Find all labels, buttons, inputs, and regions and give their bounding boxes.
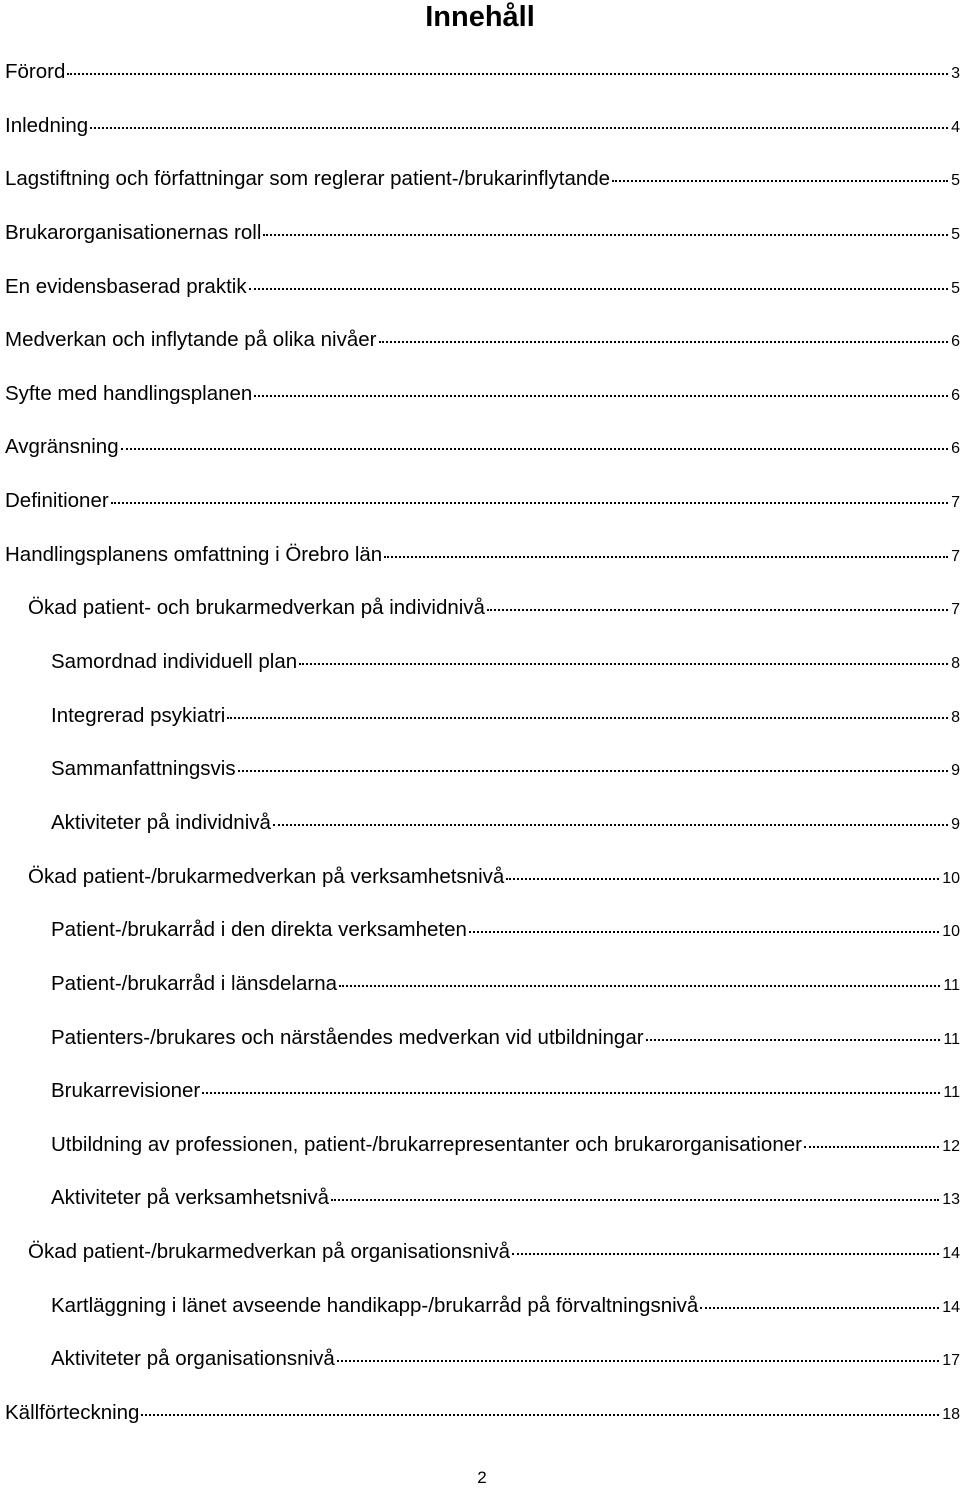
toc-entry-title: Ökad patient-/brukarmedverkan på organisationsnivå	[28, 1240, 511, 1264]
toc-entry[interactable]	[0, 1288, 960, 1342]
toc-dot-leader	[487, 609, 948, 611]
toc-entry-page-number: 11	[943, 1030, 960, 1048]
toc-dot-leader	[141, 1414, 939, 1416]
toc-entry-page-number: 14	[942, 1298, 960, 1316]
toc-entry-page-number: 6	[951, 333, 960, 351]
toc-entry-title: Utbildning av professionen, patient-/brukarrepresentanter och brukarorganisationer	[51, 1132, 802, 1156]
toc-entry-title: Handlingsplanens omfattning i Örebro län	[5, 542, 383, 566]
toc-dot-leader	[254, 395, 948, 397]
toc-entry[interactable]	[0, 751, 960, 805]
toc-entry[interactable]	[0, 1180, 960, 1234]
toc-entry-page-number: 11	[943, 1084, 960, 1102]
toc-dot-leader	[111, 502, 948, 504]
toc-entry-title: Brukarorganisationernas roll	[5, 220, 262, 244]
toc-entry-title: Samordnad individuell plan	[51, 650, 298, 674]
toc-entry-page-number: 5	[951, 225, 960, 243]
toc-entry-title: Patienters-/brukares och närståendes medverkan vid utbildningar	[51, 1025, 644, 1049]
toc-entry-page-number: 14	[942, 1245, 960, 1263]
toc-entry-title: Lagstiftning och författningar som reglerar patient-/brukarinflytande	[5, 167, 611, 191]
toc-entry[interactable]	[0, 54, 960, 108]
toc-entry[interactable]	[0, 590, 960, 644]
toc-entry[interactable]	[0, 1127, 960, 1181]
toc-entry[interactable]	[0, 1234, 960, 1288]
toc-entry-title: Förord	[5, 60, 66, 83]
toc-entry-title: Brukarrevisioner	[51, 1079, 201, 1103]
toc-entry-title: Patient-/brukarråd i länsdelarna	[51, 971, 338, 995]
toc-entry[interactable]	[0, 269, 960, 323]
toc-entry-title: Patient-/brukarråd i den direkta verksamheten	[51, 918, 467, 942]
toc-dot-leader	[612, 180, 948, 182]
toc-entry-page-number: 17	[942, 1352, 960, 1370]
toc-entry-title: Avgränsning	[5, 435, 119, 459]
toc-entry-page-number: 7	[951, 601, 960, 619]
toc-entry[interactable]	[0, 429, 960, 483]
page-number: 2	[477, 1468, 487, 1487]
toc-entry-title: Medverkan och inflytande på olika nivåer	[5, 328, 377, 352]
toc-entry-page-number: 6	[951, 440, 960, 458]
toc-entry-title: Integrerad psykiatri	[51, 703, 226, 727]
toc-entry-title: En evidensbaserad praktik	[5, 274, 247, 298]
toc-entry-page-number: 13	[942, 1191, 960, 1209]
toc-entry-page-number: 5	[951, 279, 960, 297]
toc-dot-leader	[646, 1039, 941, 1041]
toc-dot-leader	[512, 1253, 939, 1255]
toc-dot-leader	[263, 234, 948, 236]
toc-entry[interactable]	[0, 537, 960, 591]
toc-entry[interactable]	[0, 644, 960, 698]
toc-entry-title: Aktiviteter på organisationsnivå	[51, 1347, 335, 1371]
toc-entry-page-number: 9	[951, 762, 960, 780]
toc-entry[interactable]	[0, 966, 960, 1020]
toc-entry-page-number: 7	[951, 547, 960, 565]
toc-entry-title: Ökad patient-/brukarmedverkan på verksamhetsnivå	[28, 864, 505, 888]
toc-dot-leader	[339, 985, 940, 987]
toc-entry-title: Sammanfattningsvis	[51, 757, 236, 781]
toc-dot-leader	[469, 931, 939, 933]
toc-entry-page-number: 3	[951, 65, 960, 82]
toc-entry-title: Ökad patient- och brukarmedverkan på individnivå	[28, 596, 485, 620]
toc-entry-page-number: 10	[942, 923, 960, 941]
toc-entry[interactable]	[0, 161, 960, 215]
toc-entry[interactable]	[0, 859, 960, 913]
toc-entry[interactable]	[0, 1020, 960, 1074]
toc-entry[interactable]	[0, 108, 960, 162]
toc-entry[interactable]	[0, 698, 960, 752]
toc-entry[interactable]	[0, 215, 960, 269]
toc-entry-page-number: 6	[951, 386, 960, 404]
toc-dot-leader	[90, 127, 948, 129]
toc-entry-page-number: 5	[951, 172, 960, 190]
toc-entry[interactable]	[0, 1341, 960, 1395]
page-title: Innehåll	[425, 1, 535, 33]
toc-entry-page-number: 12	[942, 1137, 960, 1155]
toc-dot-leader	[249, 288, 949, 290]
toc-dot-leader	[384, 556, 948, 558]
toc-entry[interactable]	[0, 322, 960, 376]
toc-entry-page-number: 7	[951, 494, 960, 512]
table-of-contents	[0, 54, 960, 1449]
toc-dot-leader	[337, 1360, 939, 1362]
toc-entry[interactable]	[0, 483, 960, 537]
toc-dot-leader	[506, 878, 939, 880]
toc-dot-leader	[299, 663, 948, 665]
toc-entry-title: Definitioner	[5, 489, 109, 513]
toc-entry-title: Aktiviteter på individnivå	[51, 810, 271, 834]
toc-entry-page-number: 10	[942, 869, 960, 887]
toc-entry-title: Syfte med handlingsplanen	[5, 381, 253, 405]
toc-entry-title: Kartläggning i länet avseende handikapp-/brukarråd på förvaltningsnivå	[51, 1293, 699, 1317]
toc-dot-leader	[67, 73, 948, 75]
toc-entry[interactable]	[0, 1395, 960, 1449]
toc-dot-leader	[273, 824, 948, 826]
toc-dot-leader	[121, 448, 949, 450]
toc-entry-page-number: 4	[951, 118, 960, 136]
toc-entry-title: Aktiviteter på verksamhetsnivå	[51, 1186, 330, 1210]
toc-entry[interactable]	[0, 1073, 960, 1127]
toc-entry-page-number: 8	[951, 655, 960, 673]
toc-entry[interactable]	[0, 376, 960, 430]
toc-dot-leader	[804, 1146, 939, 1148]
toc-dot-leader	[227, 717, 948, 719]
toc-dot-leader	[379, 341, 949, 343]
toc-entry-page-number: 18	[942, 1406, 960, 1424]
toc-dot-leader	[700, 1307, 939, 1309]
toc-entry-page-number: 11	[943, 976, 960, 994]
toc-dot-leader	[331, 1199, 939, 1201]
toc-entry-page-number: 8	[951, 708, 960, 726]
toc-entry-title: Källförteckning	[5, 1401, 140, 1425]
toc-entry[interactable]	[0, 805, 960, 859]
toc-entry-page-number: 9	[951, 815, 960, 833]
toc-dot-leader	[238, 770, 949, 772]
toc-dot-leader	[202, 1092, 940, 1094]
toc-entry-title: Inledning	[5, 113, 89, 137]
toc-entry[interactable]	[0, 912, 960, 966]
